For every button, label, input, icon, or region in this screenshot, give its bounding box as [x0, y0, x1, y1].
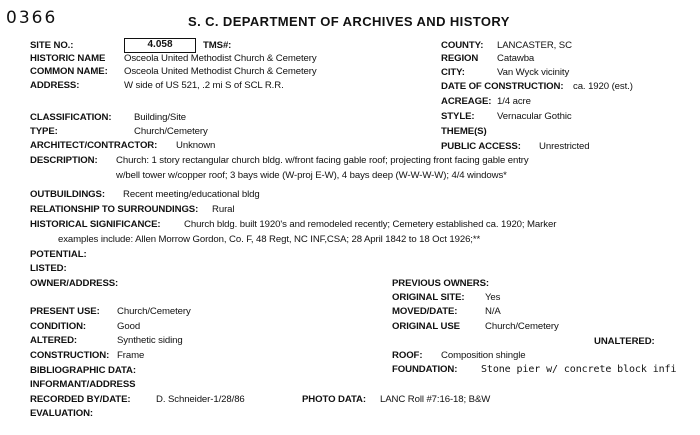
- evaluation-label: EVALUATION:: [30, 408, 94, 419]
- city-value: Van Wyck vicinity: [497, 67, 570, 78]
- acreage-label: ACREAGE:: [441, 96, 492, 107]
- historic-name-value: Osceola United Methodist Church & Cemetery: [124, 53, 317, 64]
- historical-significance-label: HISTORICAL SIGNIFICANCE:: [30, 219, 161, 230]
- style-label: STYLE:: [441, 111, 475, 122]
- historical-line-2: examples include: Allen Morrow Gordon, Co. F, 48 Regt, NC INF,CSA; 28 April 1842 to 18 Oct 1926;**: [58, 234, 481, 245]
- public-access-value: Unrestricted: [539, 141, 590, 152]
- themes-label: THEME(S): [441, 126, 487, 137]
- foundation-value: Stone pier w/ concrete block infi: [481, 364, 677, 375]
- date-of-construction-label: DATE OF CONSTRUCTION:: [441, 81, 564, 92]
- recorded-by-value: D. Schneider-1/28/86: [156, 394, 245, 405]
- recorded-by-label: RECORDED BY/DATE:: [30, 394, 131, 405]
- informant-label: INFORMANT/ADDRESS: [30, 379, 136, 390]
- previous-owners-label: PREVIOUS OWNERS:: [392, 278, 490, 289]
- outbuildings-label: OUTBUILDINGS:: [30, 189, 105, 200]
- address-value: W side of US 521, .2 mi S of SCL R.R.: [124, 80, 284, 91]
- county-label: COUNTY:: [441, 40, 484, 51]
- relationship-label: RELATIONSHIP TO SURROUNDINGS:: [30, 204, 199, 215]
- photo-data-value: LANC Roll #7:16-18; B&W: [380, 394, 491, 405]
- altered-label: ALTERED:: [30, 335, 77, 346]
- present-use-value: Church/Cemetery: [117, 306, 191, 317]
- description-line-1: Church: 1 story rectangular church bldg. w/front facing gable roof; projecting front facing gable entry: [116, 155, 529, 166]
- unaltered-label: UNALTERED:: [594, 336, 655, 347]
- historical-line-1: Church bldg. built 1920's and remodeled recently; Cemetery established ca. 1920; Marker: [184, 219, 557, 230]
- region-label: REGION: [441, 53, 479, 64]
- construction-label: CONSTRUCTION:: [30, 350, 110, 361]
- photo-data-label: PHOTO DATA:: [302, 394, 366, 405]
- altered-value: Synthetic siding: [117, 335, 183, 346]
- type-label: TYPE:: [30, 126, 58, 137]
- architect-value: Unknown: [176, 140, 216, 151]
- bibliographic-data-label: BIBLIOGRAPHIC DATA:: [30, 365, 136, 376]
- outbuildings-value: Recent meeting/educational bldg: [123, 189, 260, 200]
- site-no-box: [124, 38, 196, 53]
- moved-date-label: MOVED/DATE:: [392, 306, 458, 317]
- city-label: CITY:: [441, 67, 465, 78]
- historic-name-label: HISTORIC NAME: [30, 53, 106, 64]
- handwritten-site-code: 0366: [6, 8, 58, 28]
- site-no-value: 4.058: [147, 39, 173, 50]
- original-use-value: Church/Cemetery: [485, 321, 559, 332]
- common-name-value: Osceola United Methodist Church & Cemetery: [124, 66, 317, 77]
- moved-date-value: N/A: [485, 306, 501, 317]
- original-site-label: ORIGINAL SITE:: [392, 292, 465, 303]
- region-value: Catawba: [497, 53, 535, 64]
- relationship-value: Rural: [212, 204, 235, 215]
- date-of-construction-value: ca. 1920 (est.): [573, 81, 633, 92]
- original-site-value: Yes: [485, 292, 501, 303]
- type-value: Church/Cemetery: [134, 126, 208, 137]
- style-value: Vernacular Gothic: [497, 111, 572, 122]
- roof-label: ROOF:: [392, 350, 423, 361]
- description-label: DESCRIPTION:: [30, 155, 98, 166]
- page-title: S. C. DEPARTMENT OF ARCHIVES AND HISTORY: [188, 14, 510, 29]
- site-no-label: SITE NO.:: [30, 40, 74, 51]
- condition-label: CONDITION:: [30, 321, 87, 332]
- acreage-value: 1/4 acre: [497, 96, 531, 107]
- original-use-label: ORIGINAL USE: [392, 321, 460, 332]
- address-label: ADDRESS:: [30, 80, 80, 91]
- public-access-label: PUBLIC ACCESS:: [441, 141, 521, 152]
- foundation-label: FOUNDATION:: [392, 364, 458, 375]
- roof-value: Composition shingle: [441, 350, 526, 361]
- common-name-label: COMMON NAME:: [30, 66, 108, 77]
- classification-label: CLASSIFICATION:: [30, 112, 112, 123]
- listed-label: LISTED:: [30, 263, 67, 274]
- construction-value: Frame: [117, 350, 145, 361]
- county-value: LANCASTER, SC: [497, 40, 572, 51]
- owner-address-label: OWNER/ADDRESS:: [30, 278, 119, 289]
- tms-label: TMS#:: [203, 40, 232, 51]
- potential-label: POTENTIAL:: [30, 249, 87, 260]
- classification-value: Building/Site: [134, 112, 187, 123]
- present-use-label: PRESENT USE:: [30, 306, 100, 317]
- condition-value: Good: [117, 321, 141, 332]
- architect-label: ARCHITECT/CONTRACTOR:: [30, 140, 158, 151]
- description-line-2: w/bell tower w/copper roof; 3 bays wide (W-proj E-W), 4 bays deep (W-W-W-W); 4/4 windows*: [116, 170, 507, 181]
